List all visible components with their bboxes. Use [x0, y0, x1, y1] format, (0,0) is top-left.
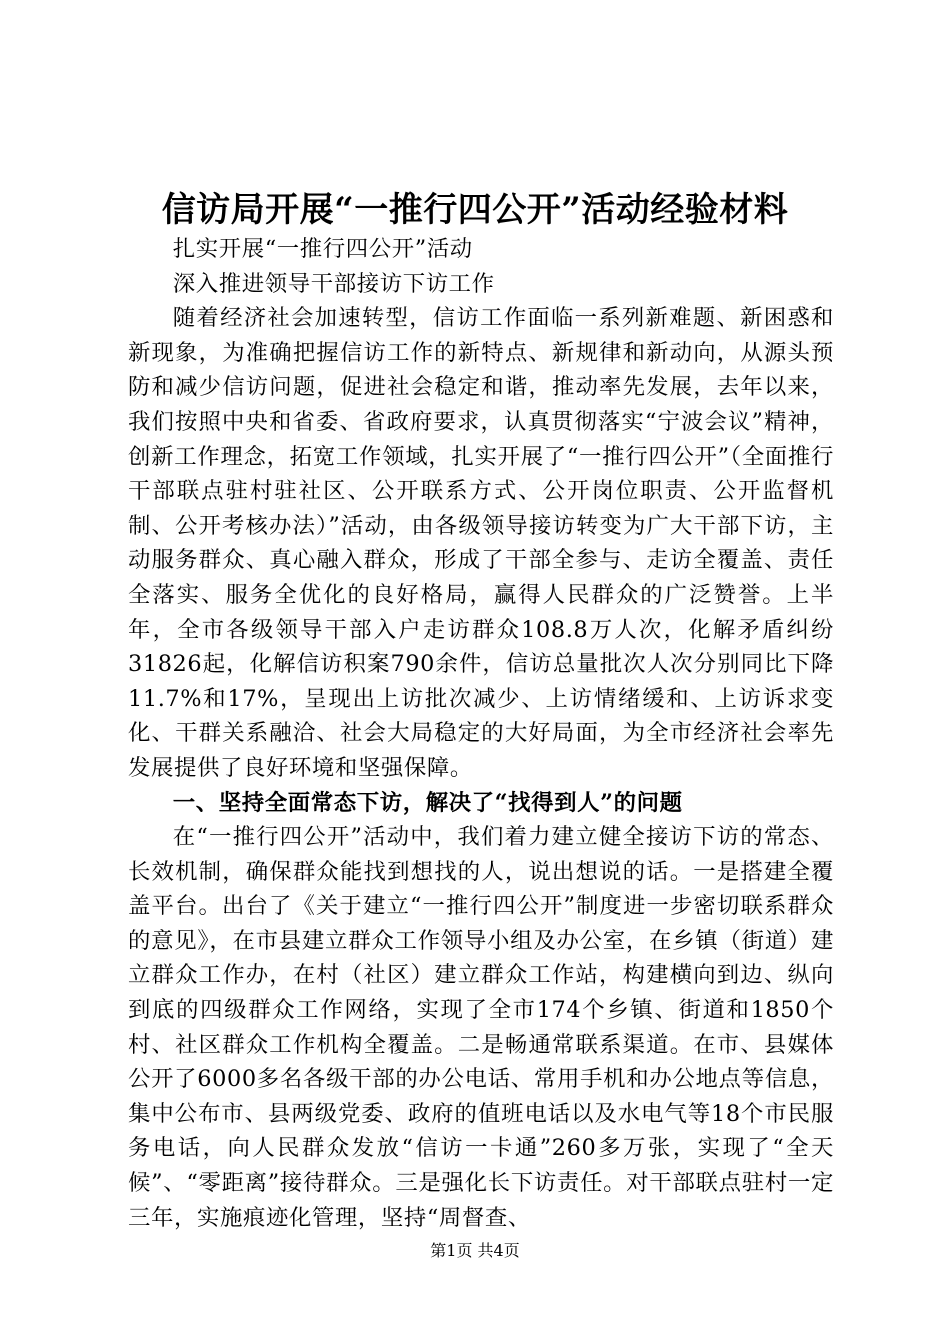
section-1-paragraph: 在“一推行四公开”活动中，我们着力建立健全接访下访的常态、长效机制，确保群众能找到想找的人，说出想说的话。一是搭建全覆盖平台。出台了《关于建立“一推行四公开”制度进一步密切联系群众的意见》，在市县建立群众工作领导小组及办公室，在乡镇（街道）建立群众工作办，在村（社区）建立群众工作站，构建横向到边、纵向到底的四级群众工作网络，实现了全市174个乡镇、街道和1850个村、社区群众工作机构全覆盖。二是畅通常联系渠道。在市、县媒体公开了6000多名各级干部的办公电话、常用手机和办公地点等信息，集中公布市、县两级党委、政府的值班电话以及水电气等18个市民服务电话，向人民群众发放“信访一卡通”260多万张，实现了“全天候”、“零距离”接待群众。三是强化长下访责任。对干部联点驻村一定三年，实施痕迹化管理，坚持“周督查、 — [128, 824, 834, 1231]
document-body — [128, 232, 834, 1235]
section-heading-1: 一、坚持全面常态下访，解决了“找得到人”的问题 — [172, 789, 683, 816]
subtitle-line-2: 深入推进领导干部接访下访工作 — [172, 270, 495, 297]
page-number-footer: 第1页 共4页 — [430, 1241, 520, 1260]
document-title: 信访局开展“一推行四公开”活动经验材料 — [161, 190, 789, 230]
subtitle-line-1: 扎实开展“一推行四公开”活动 — [172, 236, 473, 262]
intro-paragraph: 随着经济社会加速转型，信访工作面临一系列新难题、新困惑和新现象，为准确把握信访工作的新特点、新规律和新动向，从源头预防和减少信访问题，促进社会稳定和谐，推动率先发展，去年以来，我们按照中央和省委、省政府要求，认真贯彻落实“宁波会议”精神，创新工作理念，拓宽工作领域，扎实开展了“一推行四公开”（全面推行干部联点驻村驻社区、公开联系方式、公开岗位职责、公开监督机制、公开考核办法）”活动，由各级领导接访转变为广大干部下访，主动服务群众、真心融入群众，形成了干部全参与、走访全覆盖、责任全落实、服务全优化的良好格局，赢得人民群众的广泛赞誉。上半年，全市各级领导干部入户走访群众108.8万人次，化解矛盾纠纷31826起，化解信访积案790余件，信访总量批次人次分别同比下降11.7%和17%，呈现出上访批次减少、上访情绪缓和、上访诉求变化、干群关系融洽、社会大局稳定的大好局面，为全市经济社会率先发展提供了良好环境和坚强保障。 — [128, 305, 834, 781]
